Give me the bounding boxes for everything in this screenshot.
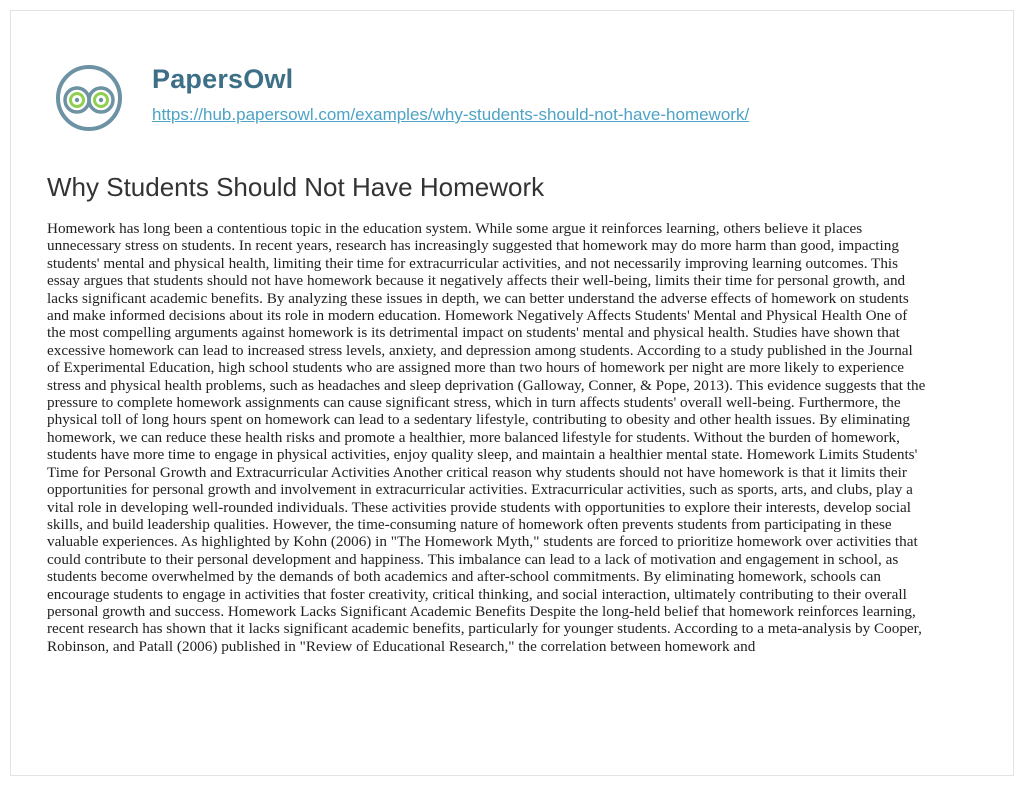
essay-line: recent research has shown that it lacks significant academic benefits, particularly for younger students. According to a meta-analysis by Cooper, — [47, 620, 922, 638]
document-title: Why Students Should Not Have Homework — [47, 172, 545, 202]
essay-line: students become overwhelmed by the demands of both academics and after-school commitments. By eliminating homework, schools can — [47, 568, 881, 586]
essay-line: excessive homework can lead to increased stress levels, anxiety, and depression among students. According to a study published in the Journal — [47, 341, 913, 359]
essay-line: the most compelling arguments against homework is its detrimental impact on students' mental and physical health. Studies have shown that — [47, 324, 900, 342]
essay-line: essay argues that students should not have homework because it negatively affects their well-being, limits their time for personal growth, and — [47, 272, 906, 290]
essay-line: Robinson, and Patall (2006) published in "Review of Educational Research," the correlation between homework and — [47, 637, 756, 655]
essay-line: unnecessary stress on students. In recent years, research has increasingly suggested that homework may do more harm than good, impacting — [47, 237, 899, 255]
essay-line: students have more time to engage in physical activities, enjoy quality sleep, and maintain a healthier mental state. Homework Limits Students' — [47, 446, 918, 464]
essay-line: pressure to complete homework assignments can cause significant stress, which in turn affects students' overall well-being. Furthermore, the — [47, 394, 901, 412]
owl-eyes-logo-icon[interactable] — [47, 65, 131, 131]
essay-line: opportunities for personal growth and involvement in extracurricular activities. Extracurricular activities, such as sports, arts, and clubs, play a — [47, 481, 913, 499]
essay-line: could contribute to their personal development and happiness. This imbalance can lead to a lack of motivation and engagement in school, as — [47, 550, 899, 568]
essay-line: stress and physical health problems, such as headaches and sleep deprivation (Galloway, Conner, & Pope, 2013). This evidence suggests that the — [47, 376, 926, 394]
essay-line: Time for Personal Growth and Extracurricular Activities Another critical reason why students should not have homework is that it limits their — [47, 463, 907, 481]
essay-line: of Experimental Education, high school students who are assigned more than two hours of homework per night are more likely to experience — [47, 359, 905, 377]
essay-line: homework, we can reduce these health risks and promote a healthier, more balanced lifestyle for students. Without the burden of homework, — [47, 428, 900, 446]
essay-line: skills, and build leadership qualities. However, the time-consuming nature of homework often prevents students from participating in these — [47, 515, 892, 533]
essay-line: lacks significant academic benefits. By analyzing these issues in depth, we can better understand the adverse effects of homework on students — [47, 289, 909, 307]
brand-name[interactable]: PapersOwl — [152, 64, 294, 94]
essay-line: encourage students to engage in activities that foster creativity, critical thinking, and social interaction, ultimately contributing to their overall — [47, 585, 907, 603]
site-header — [47, 60, 947, 140]
essay-line: valuable experiences. As highlighted by Kohn (2006) in "The Homework Myth," students are forced to prioritize homework over activities that — [47, 533, 918, 551]
essay-line: physical toll of long hours spent on homework can lead to a sedentary lifestyle, contributing to obesity and other health issues. By eliminating — [47, 411, 910, 429]
essay-line: and make informed decisions about its role in modern education. Homework Negatively Affects Students' Mental and Physical Health One of — [47, 307, 908, 325]
essay-body — [47, 220, 977, 655]
essay-line: students' mental and physical health, limiting their time for extracurricular activities, and not necessarily improving learning outcomes. This — [47, 254, 899, 272]
essay-line: vital role in developing well-rounded individuals. These activities provide students with opportunities to explore their interests, develop social — [47, 498, 911, 516]
source-url-link[interactable]: https://hub.papersowl.com/examples/why-students-should-not-have-homework/ — [152, 105, 750, 124]
essay-line: personal growth and success. Homework Lacks Significant Academic Benefits Despite the long-held belief that homework reinforces learning, — [47, 602, 916, 620]
essay-line: Homework has long been a contentious topic in the education system. While some argue it reinforces learning, others believe it places — [47, 220, 863, 237]
